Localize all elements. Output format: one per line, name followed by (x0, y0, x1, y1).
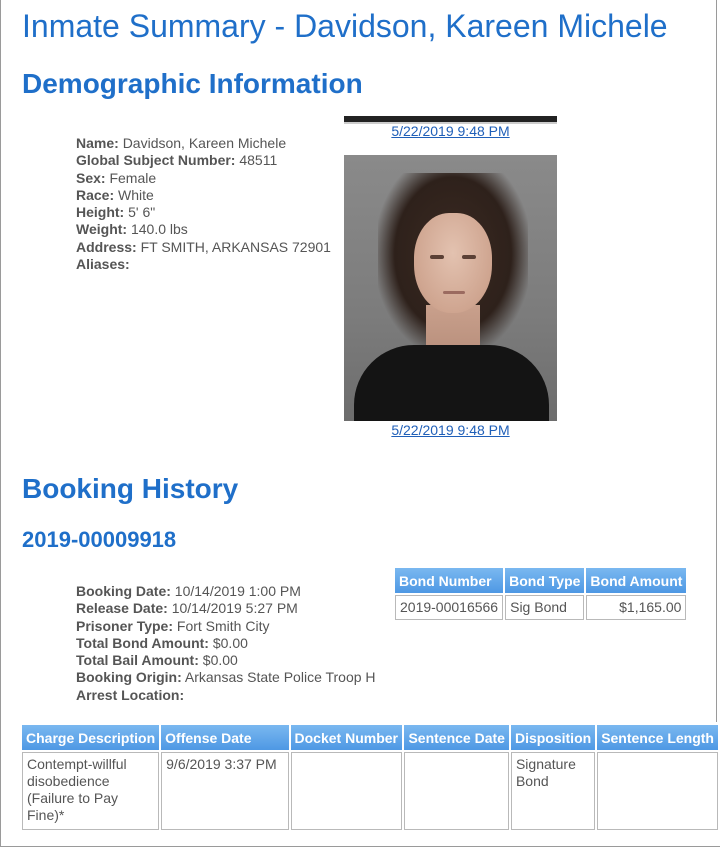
sex-row (76, 170, 331, 187)
offense-date-header: Offense Date (161, 725, 288, 750)
sex-value: Female (109, 169, 157, 186)
photo-date-link-2[interactable]: 5/22/2019 9:48 PM (391, 422, 510, 438)
bond-type-cell: Sig Bond (505, 595, 584, 620)
docket-number-header: Docket Number (291, 725, 403, 750)
table-row (395, 595, 686, 620)
page-border-right (716, 0, 717, 722)
height-label: Height: (76, 204, 125, 221)
gsn-label: Global Subject Number: (76, 152, 236, 169)
sentence-length-cell (597, 752, 718, 830)
bond-table-header (395, 568, 686, 593)
prisoner-type-row (76, 618, 376, 635)
booking-info (76, 583, 376, 704)
weight-value: 140.0 lbs (130, 221, 188, 238)
booking-date-value: 10/14/2019 1:00 PM (174, 583, 301, 599)
prisoner-type-label: Prisoner Type: (76, 617, 173, 634)
charge-description-cell: Contempt-willful disobedience (Failure to Pay Fine)* (22, 752, 159, 830)
bond-type-header: Bond Type (505, 568, 584, 593)
sentence-date-cell (404, 752, 508, 830)
booking-number: 2019-00009918 (22, 527, 177, 552)
address-row (76, 239, 331, 256)
charge-table (20, 723, 720, 832)
mugshot-face (414, 213, 492, 313)
release-date-row (76, 600, 376, 617)
total-bail-row (76, 652, 376, 669)
race-value: White (118, 186, 154, 203)
bond-amount-header: Bond Amount (586, 568, 686, 593)
weight-row (76, 221, 331, 238)
total-bond-row (76, 635, 376, 652)
booking-origin-value: Arkansas State Police Troop H (184, 669, 376, 686)
weight-label: Weight: (76, 221, 128, 238)
total-bail-value: $0.00 (202, 652, 238, 669)
total-bond-label: Total Bond Amount: (76, 634, 209, 651)
sentence-length-header: Sentence Length (597, 725, 718, 750)
booking-origin-row (76, 669, 376, 686)
height-value: 5' 6" (128, 204, 156, 221)
race-label: Race: (76, 186, 115, 203)
disposition-cell: Signature Bond (511, 752, 595, 830)
total-bond-value: $0.00 (212, 634, 248, 651)
name-row (76, 135, 331, 152)
mugshot-photo[interactable] (344, 155, 557, 421)
prisoner-type-value: Fort Smith City (176, 617, 270, 634)
mugshot-eye-right (462, 255, 476, 259)
booking-origin-label: Booking Origin: (76, 669, 182, 686)
sentence-date-header: Sentence Date (404, 725, 508, 750)
offense-date-cell: 9/6/2019 3:37 PM (161, 752, 288, 830)
height-row (76, 204, 331, 221)
total-bail-label: Total Bail Amount: (76, 652, 199, 669)
address-value: FT SMITH, ARKANSAS 72901 (140, 238, 331, 255)
demographic-heading: Demographic Information (22, 68, 363, 99)
release-date-value: 10/14/2019 5:27 PM (171, 600, 298, 617)
bond-number-header: Bond Number (395, 568, 503, 593)
aliases-label: Aliases: (76, 256, 130, 273)
bond-table (393, 566, 688, 622)
booking-history-heading: Booking History (22, 473, 239, 504)
bond-amount-cell: $1,165.00 (586, 595, 686, 620)
table-row (22, 752, 718, 830)
arrest-location-label: Arrest Location: (76, 686, 185, 703)
mugshot-eye-left (430, 255, 444, 259)
sex-label: Sex: (76, 169, 106, 186)
mugshot-mouth (443, 291, 465, 294)
photo-date-link-1[interactable]: 5/22/2019 9:48 PM (391, 123, 510, 139)
name-value: Davidson, Kareen Michele (122, 135, 287, 151)
charge-table-header (22, 725, 718, 750)
booking-date-row (76, 583, 376, 600)
release-date-label: Release Date: (76, 600, 168, 617)
booking-date-label: Booking Date: (76, 583, 171, 599)
page-title: Inmate Summary - Davidson, Kareen Michele (22, 8, 668, 44)
page-border-left (0, 0, 1, 847)
bond-number-cell: 2019-00016566 (395, 595, 503, 620)
mugshot-shirt (354, 345, 549, 421)
arrest-location-row (76, 687, 376, 704)
gsn-value: 48511 (239, 152, 278, 169)
disposition-header: Disposition (511, 725, 595, 750)
demographic-info (76, 135, 331, 273)
charge-description-header: Charge Description (22, 725, 159, 750)
race-row (76, 187, 331, 204)
docket-number-cell (291, 752, 403, 830)
address-label: Address: (76, 238, 137, 255)
gsn-row (76, 152, 331, 169)
name-label: Name: (76, 135, 119, 151)
aliases-row (76, 256, 331, 273)
